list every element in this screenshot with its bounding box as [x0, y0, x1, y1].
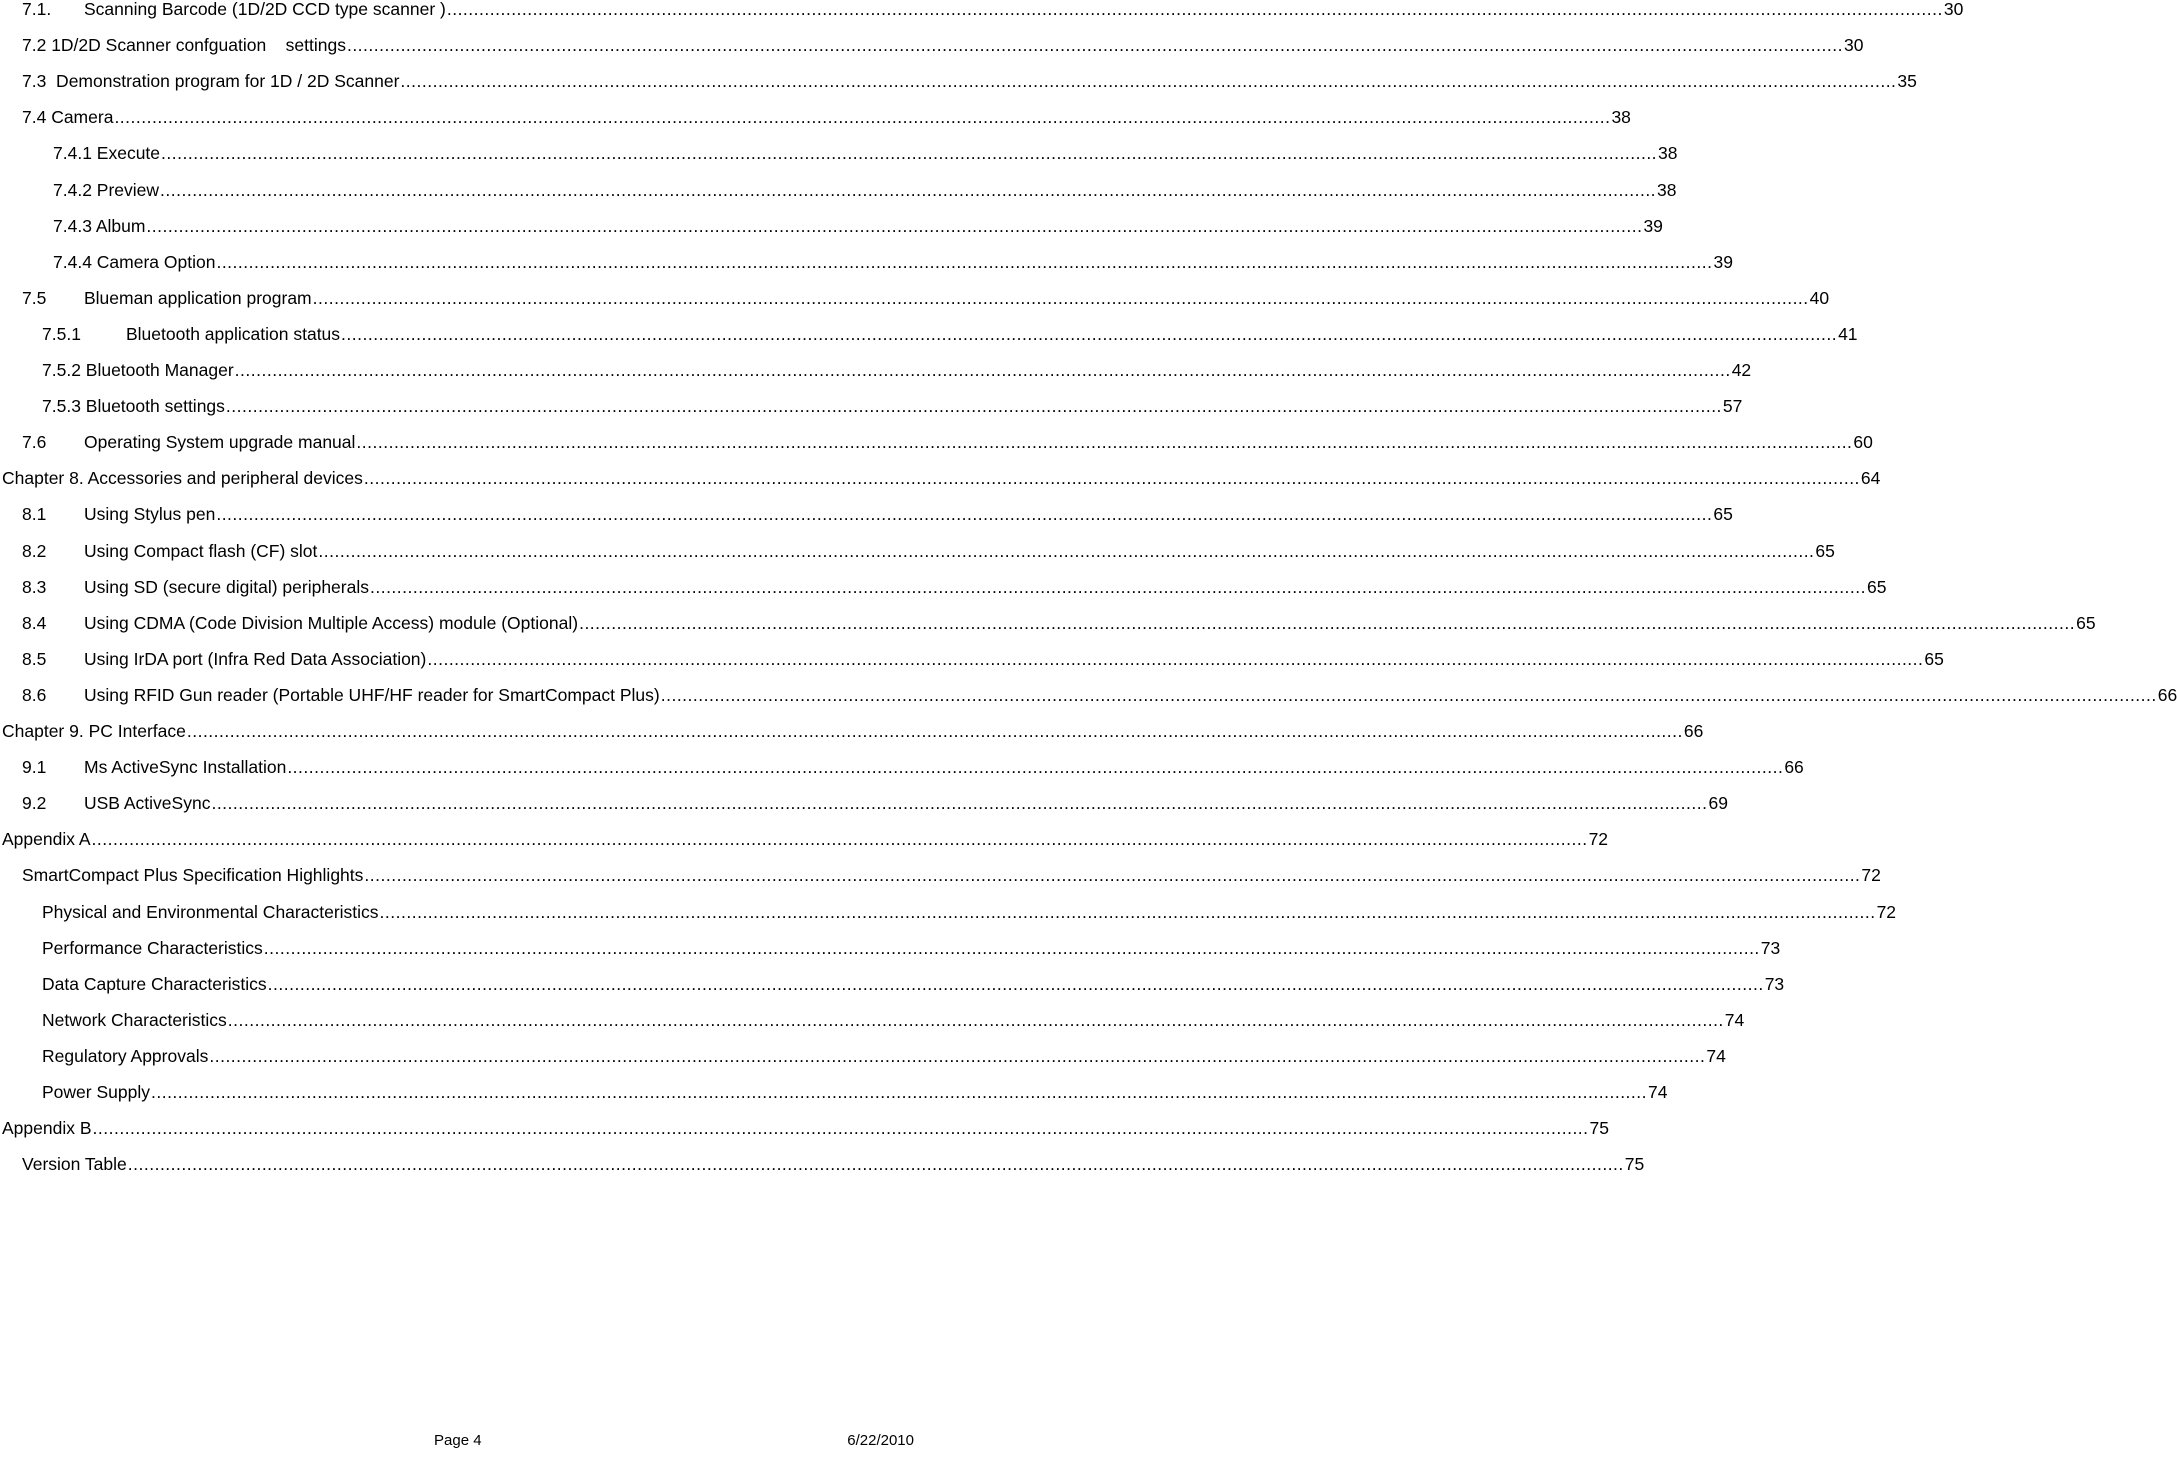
toc-entry-page-number: 60: [1853, 432, 1873, 453]
toc-entry[interactable]: [0, 250, 1733, 274]
toc-dot-leader: [160, 178, 1656, 202]
toc-entry-title: 7.2 1D/2D Scanner confguation settings: [22, 35, 346, 56]
toc-dot-leader: [579, 611, 2075, 635]
toc-entry-title: Physical and Environmental Characteristics: [42, 901, 379, 922]
toc-entry-page-number: 74: [1724, 1009, 1745, 1030]
toc-entry[interactable]: [0, 683, 2177, 707]
toc-entry-page-number: 57: [1722, 396, 1743, 417]
toc-entry-page-number: 39: [1713, 251, 1733, 272]
toc-entry-page-number: 30: [1943, 0, 1964, 19]
toc-entry-page-number: 72: [1861, 865, 1881, 886]
toc-dot-leader: [187, 719, 1683, 743]
toc-entry-page-number: 73: [1760, 937, 1781, 958]
toc-entry-number: 8.2: [22, 540, 47, 561]
toc-entry[interactable]: [0, 358, 1752, 382]
toc-entry-page-number: 72: [1876, 901, 1897, 922]
toc-entry[interactable]: [0, 502, 1733, 526]
toc-entry-page-number: 65: [1924, 648, 1944, 669]
toc-entry[interactable]: [0, 1080, 1668, 1104]
toc-entry-title: Using SD (secure digital) peripherals: [84, 576, 369, 597]
toc-entry-title: USB ActiveSync: [84, 793, 211, 814]
toc-entry[interactable]: [0, 1116, 1609, 1140]
toc-entry-number: 7.5.1: [42, 323, 81, 344]
toc-entry[interactable]: [0, 575, 1887, 599]
toc-dot-leader: [114, 105, 1610, 129]
toc-entry-page-number: 38: [1611, 107, 1631, 128]
toc-dot-leader: [364, 466, 1860, 490]
toc-dot-leader: [216, 250, 1712, 274]
toc-entry-page-number: 35: [1897, 71, 1917, 92]
toc-entry-title: Using Compact flash (CF) slot: [84, 540, 318, 561]
toc-entry[interactable]: [0, 611, 2096, 635]
toc-entry-number: 7.5: [22, 287, 47, 308]
toc-dot-leader: [347, 33, 1843, 57]
toc-dot-leader: [146, 214, 1642, 238]
toc-entry-title: 7.4.2 Preview: [53, 179, 160, 200]
toc-dot-leader: [364, 863, 1860, 887]
toc-entry[interactable]: [0, 178, 1677, 202]
toc-entry-number: 7.1.: [22, 0, 52, 19]
toc-entry-page-number: 65: [1867, 576, 1887, 597]
toc-entry-page-number: 39: [1643, 215, 1663, 236]
toc-entry[interactable]: [0, 647, 1944, 671]
toc-entry-title: Bluetooth application status: [126, 323, 341, 344]
toc-entry-title: 7.5.2 Bluetooth Manager: [42, 360, 234, 380]
toc-entry-number: 8.4: [22, 612, 47, 633]
toc-entry-title: 7.4.1 Execute: [53, 143, 161, 164]
toc-dot-leader: [370, 575, 1866, 599]
toc-entry-number: 8.6: [22, 684, 47, 705]
toc-entry-page-number: 30: [1843, 35, 1864, 56]
toc-entry-page-number: 73: [1764, 973, 1785, 994]
toc-entry-title: 7.5.3 Bluetooth settings: [42, 396, 225, 417]
toc-entry[interactable]: [0, 1044, 1726, 1068]
toc-dot-leader: [264, 936, 1760, 960]
toc-entry[interactable]: [0, 827, 1609, 851]
toc-entry-title: Scanning Barcode (1D/2D CCD type scanner ): [84, 0, 446, 19]
footer-date: 6/22/2010: [847, 1432, 914, 1449]
toc-entry-page-number: 72: [1588, 829, 1609, 850]
toc-dot-leader: [161, 141, 1657, 165]
toc-entry-number: 8.3: [22, 576, 47, 597]
toc-entry-title: Chapter 9. PC Interface: [2, 721, 186, 741]
toc-dot-leader: [128, 1152, 1624, 1176]
toc-entry[interactable]: [0, 755, 1804, 779]
toc-entry-number: 9.2: [22, 793, 47, 814]
toc-entry-page-number: 64: [1860, 468, 1881, 489]
toc-entry[interactable]: [0, 539, 1835, 563]
toc-entry[interactable]: [0, 936, 1781, 960]
toc-entry-number: 7.6: [22, 432, 47, 453]
page-footer: [0, 1430, 920, 1452]
toc-entry-title: 7.4.4 Camera Option: [53, 251, 216, 272]
toc-entry-number: 8.1: [22, 504, 47, 525]
toc-entry-title: Blueman application program: [84, 287, 312, 308]
toc-entry-title: Using Stylus pen: [84, 504, 216, 525]
toc-entry-page-number: 75: [1589, 1118, 1609, 1139]
toc-entry-page-number: 75: [1624, 1154, 1645, 1175]
toc-entry[interactable]: [0, 141, 1678, 165]
toc-dot-leader: [268, 972, 1764, 996]
toc-entry-title: Regulatory Approvals: [42, 1045, 209, 1066]
toc-entry[interactable]: [0, 33, 1864, 57]
toc-entry-page-number: 74: [1706, 1045, 1726, 1066]
toc-dot-leader: [356, 430, 1852, 454]
toc-dot-leader: [318, 539, 1814, 563]
toc-entry-number: 8.5: [22, 648, 47, 669]
toc-dot-leader: [93, 1116, 1589, 1140]
toc-entry-title: Using RFID Gun reader (Portable UHF/HF reader for SmartCompact Plus): [84, 684, 660, 705]
toc-entry-page-number: 65: [1815, 540, 1835, 561]
toc-entry-title: 7.3 Demonstration program for 1D / 2D Scanner: [22, 71, 400, 92]
toc-dot-leader: [447, 0, 1943, 21]
toc-dot-leader: [287, 755, 1783, 779]
toc-dot-leader: [151, 1080, 1647, 1104]
toc-entry[interactable]: [0, 322, 1858, 346]
toc-dot-leader: [427, 647, 1923, 671]
toc-entry-page-number: 65: [1713, 504, 1733, 525]
toc-entry-page-number: 66: [1784, 757, 1804, 778]
toc-entry-number: 9.1: [22, 757, 47, 778]
toc-entry[interactable]: [0, 900, 1897, 924]
toc-entry[interactable]: [0, 69, 1917, 93]
toc-entry[interactable]: [0, 466, 1881, 490]
toc-entry-title: Appendix A: [2, 829, 91, 850]
toc-entry-page-number: 66: [1683, 721, 1704, 741]
footer-page-number: Page 4: [434, 1432, 482, 1449]
toc-entry-title: Power Supply: [42, 1082, 150, 1102]
toc-entry-page-number: 38: [1658, 143, 1678, 164]
toc-entry-title: Using CDMA (Code Division Multiple Access) module (Optional): [84, 612, 579, 633]
toc-entry[interactable]: [0, 1152, 1645, 1176]
toc-entry[interactable]: [0, 791, 1728, 815]
toc-dot-leader: [400, 69, 1896, 93]
toc-entry-page-number: 74: [1648, 1082, 1668, 1102]
toc-entry[interactable]: [0, 430, 1873, 454]
toc-entry-page-number: 66: [2157, 684, 2177, 705]
toc-entry[interactable]: [0, 972, 1785, 996]
toc-dot-leader: [216, 502, 1712, 526]
toc-entry-page-number: 42: [1731, 360, 1752, 380]
toc-entry-title: 7.4 Camera: [22, 107, 114, 128]
toc-entry-title: SmartCompact Plus Specification Highlights: [22, 865, 364, 886]
toc-entry-title: Ms ActiveSync Installation: [84, 757, 287, 778]
toc-entry-title: Using IrDA port (Infra Red Data Association): [84, 648, 427, 669]
toc-entry-title: Data Capture Characteristics: [42, 973, 267, 994]
toc-entry-title: Operating System upgrade manual: [84, 432, 356, 453]
toc-entry-page-number: 69: [1708, 793, 1728, 814]
toc-entry-page-number: 38: [1657, 179, 1677, 200]
toc-entry-title: Performance Characteristics: [42, 937, 263, 958]
toc-entry[interactable]: [0, 286, 1830, 310]
toc-entry-page-number: 40: [1809, 287, 1830, 308]
toc-dot-leader: [228, 1008, 1724, 1032]
toc-entry[interactable]: [0, 394, 1743, 418]
toc-entry-title: Appendix B: [2, 1118, 92, 1139]
toc-entry[interactable]: [0, 1008, 1745, 1032]
toc-entry[interactable]: [0, 863, 1881, 887]
toc-dot-leader: [313, 286, 1809, 310]
toc-entry-page-number: 41: [1838, 323, 1858, 344]
toc-entry[interactable]: [0, 0, 1964, 21]
toc-entry[interactable]: [0, 214, 1663, 238]
toc-dot-leader: [92, 827, 1588, 851]
toc-entry-title: Chapter 8. Accessories and peripheral devices: [2, 468, 363, 489]
toc-dot-leader: [226, 394, 1722, 418]
toc-dot-leader: [341, 322, 1837, 346]
toc-entry-title: 7.4.3 Album: [53, 215, 146, 236]
toc-dot-leader: [235, 358, 1731, 382]
toc-dot-leader: [209, 1044, 1705, 1068]
toc-entry[interactable]: [0, 105, 1631, 129]
toc-entry-title: Network Characteristics: [42, 1009, 227, 1030]
toc-dot-leader: [211, 791, 1707, 815]
toc-dot-leader: [661, 683, 2157, 707]
toc-dot-leader: [380, 900, 1876, 924]
toc-entry-title: Version Table: [22, 1154, 127, 1175]
toc-entry-page-number: 65: [2076, 612, 2096, 633]
toc-entry[interactable]: [0, 719, 1704, 743]
